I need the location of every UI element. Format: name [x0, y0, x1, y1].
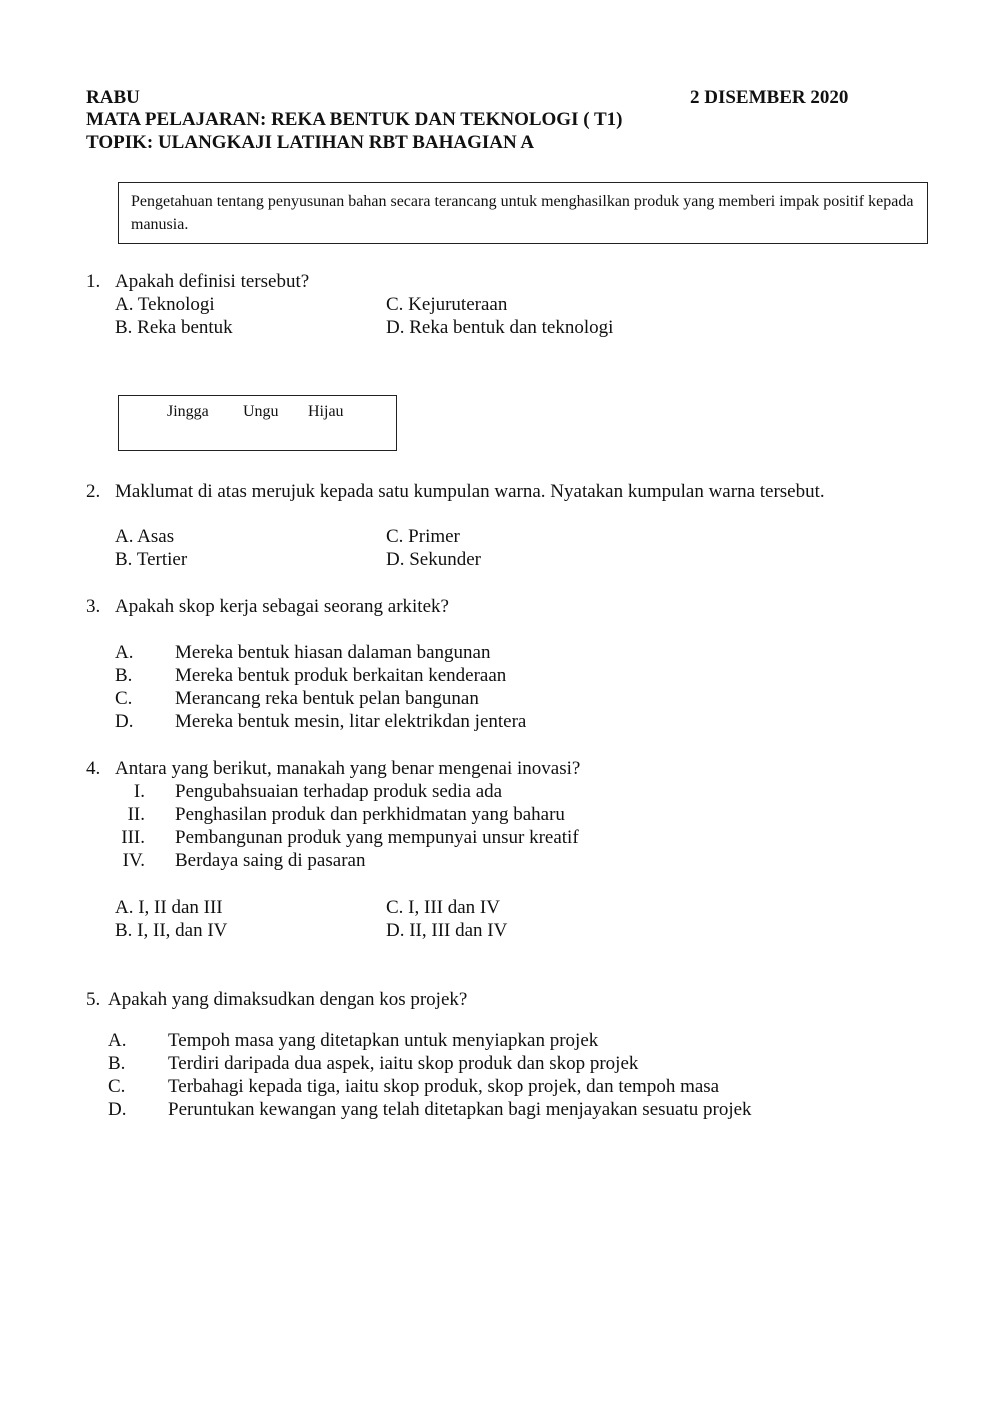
option-b[interactable]: B. I, II, dan IV: [115, 920, 228, 941]
definition-box: Pengetahuan tentang penyusunan bahan secara terancang untuk menghasilkan produk yang memberi impak positif kepada manusia.: [118, 182, 928, 244]
statement-number: III.: [121, 827, 145, 848]
statement-text: Berdaya saing di pasaran: [175, 850, 366, 871]
option-text[interactable]: Peruntukan kewangan yang telah ditetapkan bagi menjayakan sesuatu projek: [168, 1099, 752, 1120]
question-text: Apakah definisi tersebut?: [115, 271, 310, 292]
statement-number: IV.: [122, 850, 145, 871]
option-letter: C.: [108, 1076, 126, 1097]
option-a[interactable]: A. Asas: [115, 526, 175, 547]
option-b[interactable]: B. Reka bentuk: [115, 317, 233, 338]
question-number: 3.: [86, 596, 101, 617]
option-text[interactable]: Terbahagi kepada tiga, iaitu skop produk, skop projek, dan tempoh masa: [168, 1076, 720, 1097]
option-d[interactable]: D. Sekunder: [386, 549, 481, 570]
statement-text: Pengubahsuaian terhadap produk sedia ada: [175, 781, 503, 802]
color-word: Jingga: [167, 403, 209, 420]
question-number: 4.: [86, 758, 101, 779]
subject-heading: MATA PELAJARAN: REKA BENTUK DAN TEKNOLOGI ( T1): [86, 109, 623, 130]
option-d[interactable]: D. II, III dan IV: [386, 920, 508, 941]
option-letter: A.: [115, 642, 134, 663]
option-d[interactable]: D. Reka bentuk dan teknologi: [386, 317, 614, 338]
option-text[interactable]: Mereka bentuk hiasan dalaman bangunan: [175, 642, 491, 663]
color-word: Ungu: [243, 403, 279, 420]
question-text: Apakah skop kerja sebagai seorang arkitek?: [115, 596, 449, 617]
option-b[interactable]: B. Tertier: [115, 549, 188, 570]
option-c[interactable]: C. Primer: [386, 526, 460, 547]
date-label: 2 DISEMBER 2020: [690, 87, 849, 108]
option-a[interactable]: A. Teknologi: [115, 294, 215, 315]
option-letter: D.: [115, 711, 134, 732]
option-c[interactable]: C. I, III dan IV: [386, 897, 500, 918]
color-box: [118, 395, 397, 451]
question-text: Maklumat di atas merujuk kepada satu kumpulan warna. Nyatakan kumpulan warna tersebut.: [115, 481, 825, 502]
option-text[interactable]: Mereka bentuk produk berkaitan kenderaan: [175, 665, 507, 686]
option-letter: C.: [115, 688, 133, 709]
option-letter: D.: [108, 1099, 127, 1120]
option-a[interactable]: A. I, II dan III: [115, 897, 223, 918]
option-letter: B.: [115, 665, 133, 686]
statement-number: II.: [127, 804, 145, 825]
color-word: Hijau: [308, 403, 344, 420]
question-number: 5.: [86, 989, 101, 1010]
statement-number: I.: [133, 781, 145, 802]
question-text: Antara yang berikut, manakah yang benar mengenai inovasi?: [115, 758, 581, 779]
option-c[interactable]: C. Kejuruteraan: [386, 294, 508, 315]
topic-heading: TOPIK: ULANGKAJI LATIHAN RBT BAHAGIAN A: [86, 132, 535, 153]
option-letter: A.: [108, 1030, 127, 1051]
statement-text: Pembangunan produk yang mempunyai unsur kreatif: [175, 827, 579, 848]
question-number: 1.: [86, 271, 101, 292]
question-text: Apakah yang dimaksudkan dengan kos projek?: [108, 989, 468, 1010]
question-number: 2.: [86, 481, 101, 502]
option-text[interactable]: Mereka bentuk mesin, litar elektrikdan jentera: [175, 711, 527, 732]
option-text[interactable]: Merancang reka bentuk pelan bangunan: [175, 688, 479, 709]
statement-text: Penghasilan produk dan perkhidmatan yang baharu: [175, 804, 565, 825]
day-label: RABU: [86, 87, 140, 108]
option-text[interactable]: Tempoh masa yang ditetapkan untuk menyiapkan projek: [168, 1030, 599, 1051]
option-text[interactable]: Terdiri daripada dua aspek, iaitu skop produk dan skop projek: [168, 1053, 639, 1074]
option-letter: B.: [108, 1053, 126, 1074]
